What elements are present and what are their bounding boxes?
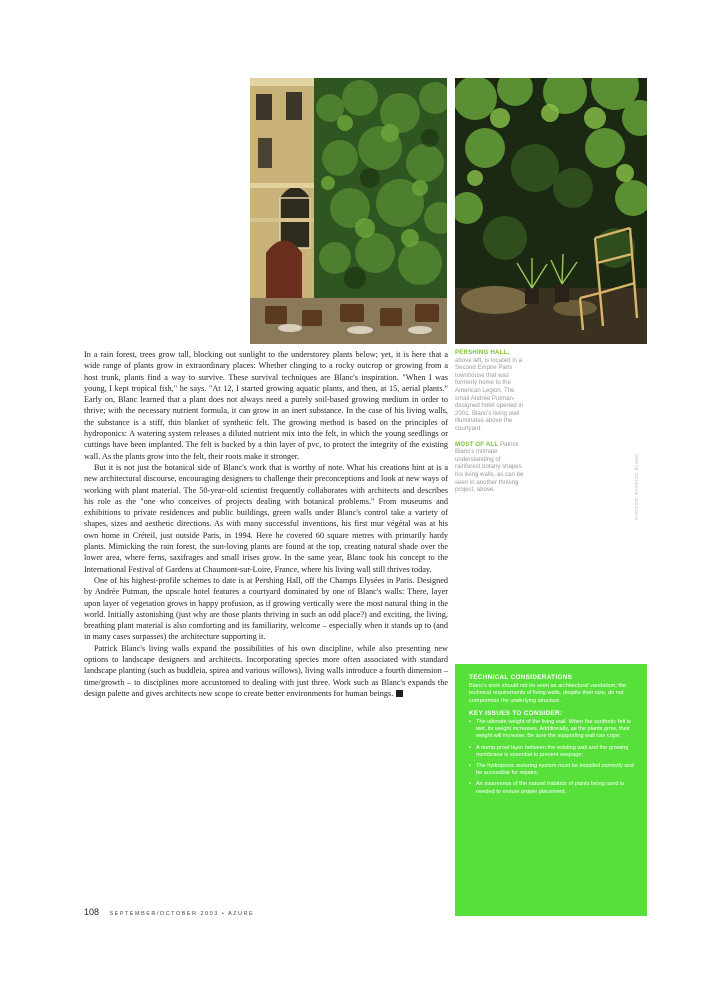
caption-heading: MOST OF ALL [455, 440, 499, 448]
page-number: 108 [84, 907, 100, 917]
sidebar-title: TECHNICAL CONSIDERATIONS [469, 674, 573, 681]
list-item: • An awareness of the natural habitats of plants being used is needed to ensure proper placement. [469, 781, 637, 795]
caption-text: Patrick Blanc's intimate understanding of rainforest botany shapes his living walls, as can be seen in another thriving project, above. [455, 440, 524, 494]
body-paragraph: One of his highest-profile schemes to date is at Pershing Hall, off the Champs Elysées in Paris. Designed by Andrée Putman, the upscale hotel features a courtyard dominated by one of Blanc's walls: There, layer upon layer of vegetation grows in happy profusion, as if growing vertically were the most natural thing in the world. Initially astonishing (just why are those plants thriving in such an odd place?) and exciting, the living, breathing plant material is also comforting and its familiarity, welcome – especially when it stands up to (and in many cases surpasses) the architecture supporting it. [84, 575, 448, 642]
body-paragraph: But it is not just the botanical side of Blanc's work that is worthy of note. What his creations hint at is a new architectural discourse, encouraging designers to challenge their preconceptions and look at new ways of working with plant material. The 50-year-old scientist frequently collaborates with architects and describes his role as the "one who conceives of projects dealing with botanical problems." From museums and exhibitions to private residences and public buildings, green walls under Blanc's control take a variety of shapes, sizes and aesthetic directions. As with many successful inventions, his first mur végétal was at his own home in Créteil, just outside Paris, in 1994. Here he covered 60 square metres with primarily hardy plants. Mimicking the rain forest, the sun-loving plants are found at the top, creating natural shade over the lower area, where ferns, saxifrages and small irises grow. In the same year, Blanc took his concept to the International Festival of Gardens at Chaumont-sur-Loire, France, where his living wall still thrives today. [84, 462, 448, 574]
courtyard-photo [250, 78, 447, 344]
photo-captions [455, 349, 527, 502]
end-mark-icon [396, 690, 403, 697]
caption-text: above left, is located in a Second Empire Paris townhouse that was formerly home to the American Legion. The small Andrée Putman-designed hotel opened in 2001. Blanc's living wall illuminates above the courtyard. [455, 356, 524, 432]
body-paragraph-text: Patrick Blanc's living walls expand the possibilities of his own discipline, while also presenting new options to landscape designers and architects. Incorporating species more often associated with standard landscape planting (such as buddleia, spirea and various willows), living walls introduce a fourth dimension – time/growth – to disciplines more accustomed to dealing with just three. Work such as Blanc's expands the design palette and gives architects new scope to create better environments for human beings. [84, 643, 448, 698]
list-item: • A damp-proof layer between the existing wall and the growing membrane is essential to prevent seepage; [469, 745, 637, 759]
garden-photo [455, 78, 647, 344]
folio [84, 902, 254, 920]
caption-heading: PERSHING HALL, [455, 349, 510, 356]
sidebar-list-title: KEY ISSUES TO CONSIDER: [469, 709, 563, 717]
technical-sidebar [455, 664, 647, 916]
article-body [84, 349, 448, 699]
issue-line: SEPTEMBER/OCTOBER 2003 • AZURE [109, 911, 255, 917]
body-paragraph: In a rain forest, trees grow tall, blocking out sunlight to the understorey plants below; yet, it is here that a wide range of plants grow in extraordinary places: Whether clinging to a rocky outcrop or growing from a host trunk, plants find a way to survive. These survival techniques are Blanc's inspiration. "When I was young, I kept tropical fish," he says. "At 12, I started growing aquatic plants, and then, at 15, aerial plants." Early on, Blanc learned that a plant does not always need a purely soil-based growing medium in order to thrive; with the necessary nutrient formula, it can grow in an inert substance. In the case of his living walls, the substance is a stiff, thin blanket of synthetic felt. The growing method is based on the principles of hydroponics: A watering system releases a diluted nutrient mix into the felt, in which the young seedlings or cuttings have been implanted. The felt is backed by a thin layer of pvc, to protect the integrity of the existing wall. As the plants grow into the felt, their roots make it stronger. [84, 350, 448, 461]
list-item: • The hydroponic watering system must be installed correctly and be accessible for repairs; [469, 763, 637, 777]
photo-credit: PHOTOS: PATRICK BLANC [634, 452, 639, 520]
caption-pershing-hall [455, 349, 527, 433]
sidebar-intro: Blanc's work should not be seen as architectural vandalism; the technical requirements of living walls, despite their size, do not compromise the underlying structure. [469, 683, 627, 704]
caption-most-of-all [455, 441, 527, 494]
body-paragraph-last [84, 643, 448, 699]
sidebar-list [469, 719, 637, 796]
list-item: • The ultimate weight of the living wall. When the synthetic felt is wet, its weight increases. Additionally, as the plants grow, their weight will increase. Be sure the supporting wall can cope; [469, 719, 637, 741]
